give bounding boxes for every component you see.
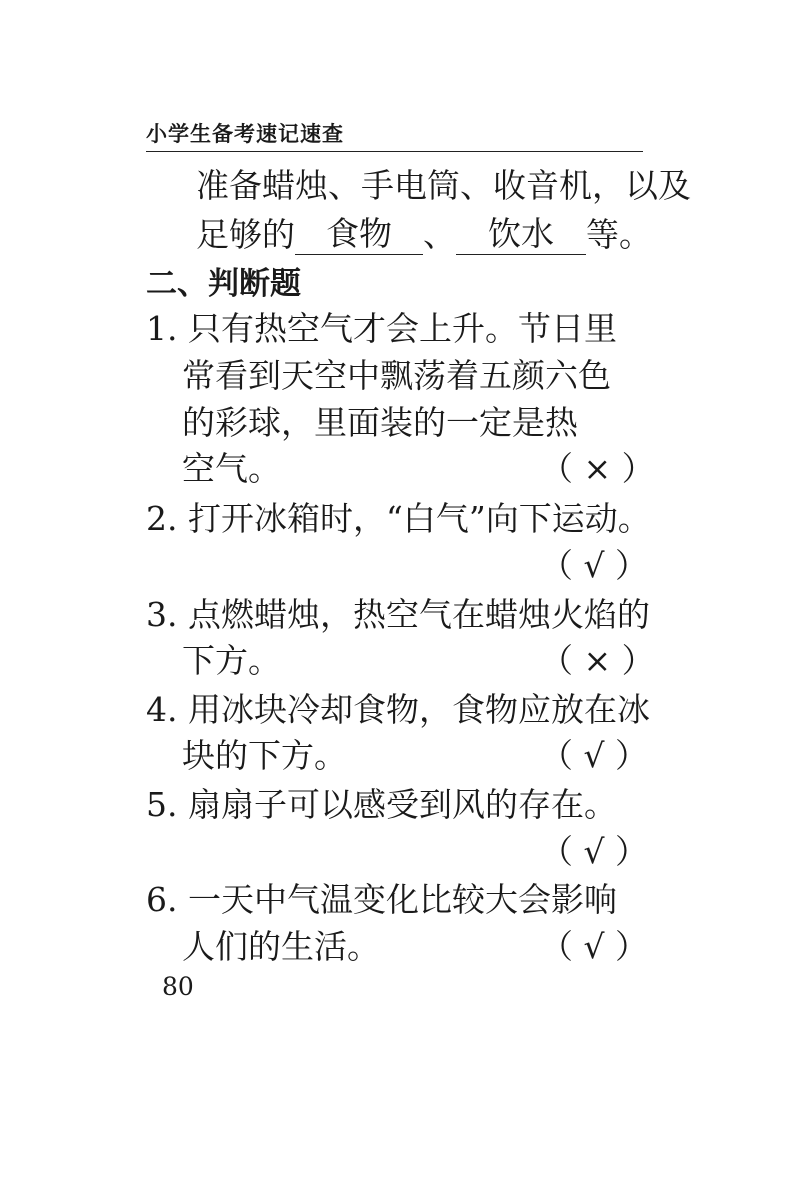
fill-blank-1: 食物 <box>295 214 423 255</box>
answer-mark: （ √ ） <box>540 736 649 775</box>
answer-mark: （ √ ） <box>540 927 649 966</box>
line2-suffix: 等。 <box>586 215 652 254</box>
question-line: 3. 点燃蜡烛，热空气在蜡烛火焰的 <box>146 595 650 634</box>
question-line: 人们的生活。 <box>182 927 380 966</box>
question-line: 2. 打开冰箱时，“白气”向下运动。 <box>146 499 651 538</box>
continuation-line-1: 准备蜡烛、手电筒、收音机，以及 <box>196 166 691 205</box>
question-line: 块的下方。 <box>182 736 347 775</box>
question-line: 常看到天空中飘荡着五颜六色 <box>182 356 611 395</box>
section-title: 二、判断题 <box>146 266 301 302</box>
page-number: 80 <box>162 972 194 1001</box>
continuation-line-2 <box>196 214 652 255</box>
answer-mark: （ × ） <box>540 449 655 488</box>
question-line: 6. 一天中气温变化比较大会影响 <box>146 880 617 919</box>
answer-mark: （ √ ） <box>540 832 649 871</box>
question-line: 下方。 <box>182 641 281 680</box>
question-line: 1. 只有热空气才会上升。节日里 <box>146 309 617 348</box>
question-line: 的彩球，里面装的一定是热 <box>182 403 578 442</box>
answer-mark: （ × ） <box>540 641 655 680</box>
fill-blank-2: 饮水 <box>456 214 586 255</box>
line2-prefix: 足够的 <box>196 215 295 254</box>
question-line: 空气。 <box>182 449 281 488</box>
question-line: 5. 扇扇子可以感受到风的存在。 <box>146 785 617 824</box>
header-rule <box>146 151 643 152</box>
header-title: 小学生备考速记速查 <box>146 122 344 146</box>
question-line: 4. 用冰块冷却食物，食物应放在冰 <box>146 690 650 729</box>
blank-separator: 、 <box>423 215 456 254</box>
answer-mark: （ √ ） <box>540 546 649 585</box>
